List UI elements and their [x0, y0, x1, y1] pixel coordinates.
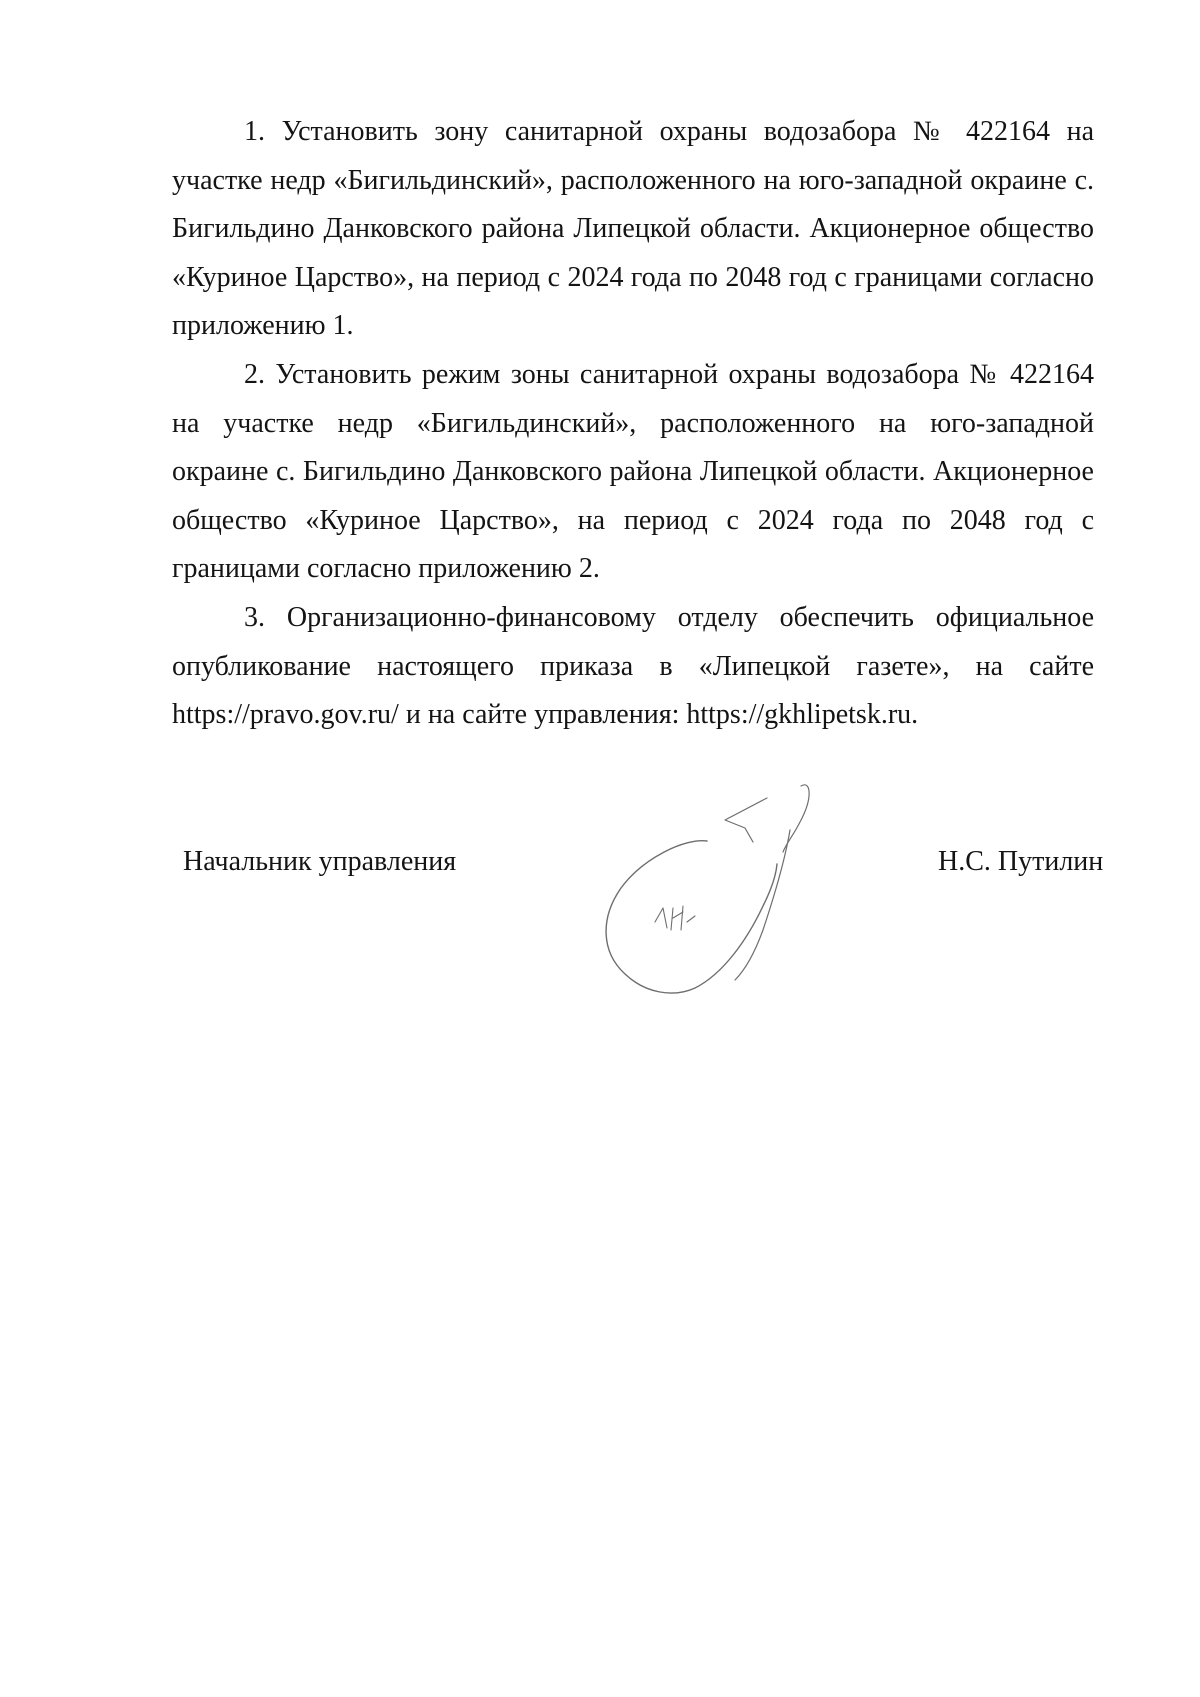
- order-body: [172, 108, 1094, 740]
- paragraph-3: [172, 594, 1094, 740]
- paragraph-1-number: 1.: [244, 116, 265, 147]
- paragraph-2-number: 2.: [244, 358, 265, 390]
- paragraph-1-text: Установить зону санитарной охраны водозабора № 422164 на участке недр «Бигильдинский», расположенного на юго-западной окраине с. Бигильдино Данковского района Липецкой области. Акционерное общество «Куриное Царство», на период с 2024 года по 2048 год с границами согласно приложению 1.: [172, 116, 1094, 342]
- paragraph-1: [172, 108, 1094, 351]
- signer-position: Начальник управления: [183, 846, 457, 877]
- signer-name: Н.С. Путилин: [938, 846, 1104, 877]
- handwritten-signature: [595, 780, 845, 1010]
- paragraph-3-number: 3.: [244, 601, 265, 633]
- paragraph-2: [172, 351, 1094, 594]
- paragraph-3-text: Организационно-финансовому отделу обеспечить официальное опубликование настоящего приказа в «Липецкой газете», на сайте https://pravo.gov.ru/ и на сайте управления: https://gkhlipetsk.ru.: [172, 601, 1094, 731]
- paragraph-2-text: Установить режим зоны санитарной охраны водозабора № 422164 на участке недр «Бигильдинский», расположенного на юго-западной окраине с. Бигильдино Данковского района Липецкой области. Акционерное общество «Куриное Царство», на период с 2024 года по 2048 год с границами согласно приложению 2.: [172, 358, 1095, 585]
